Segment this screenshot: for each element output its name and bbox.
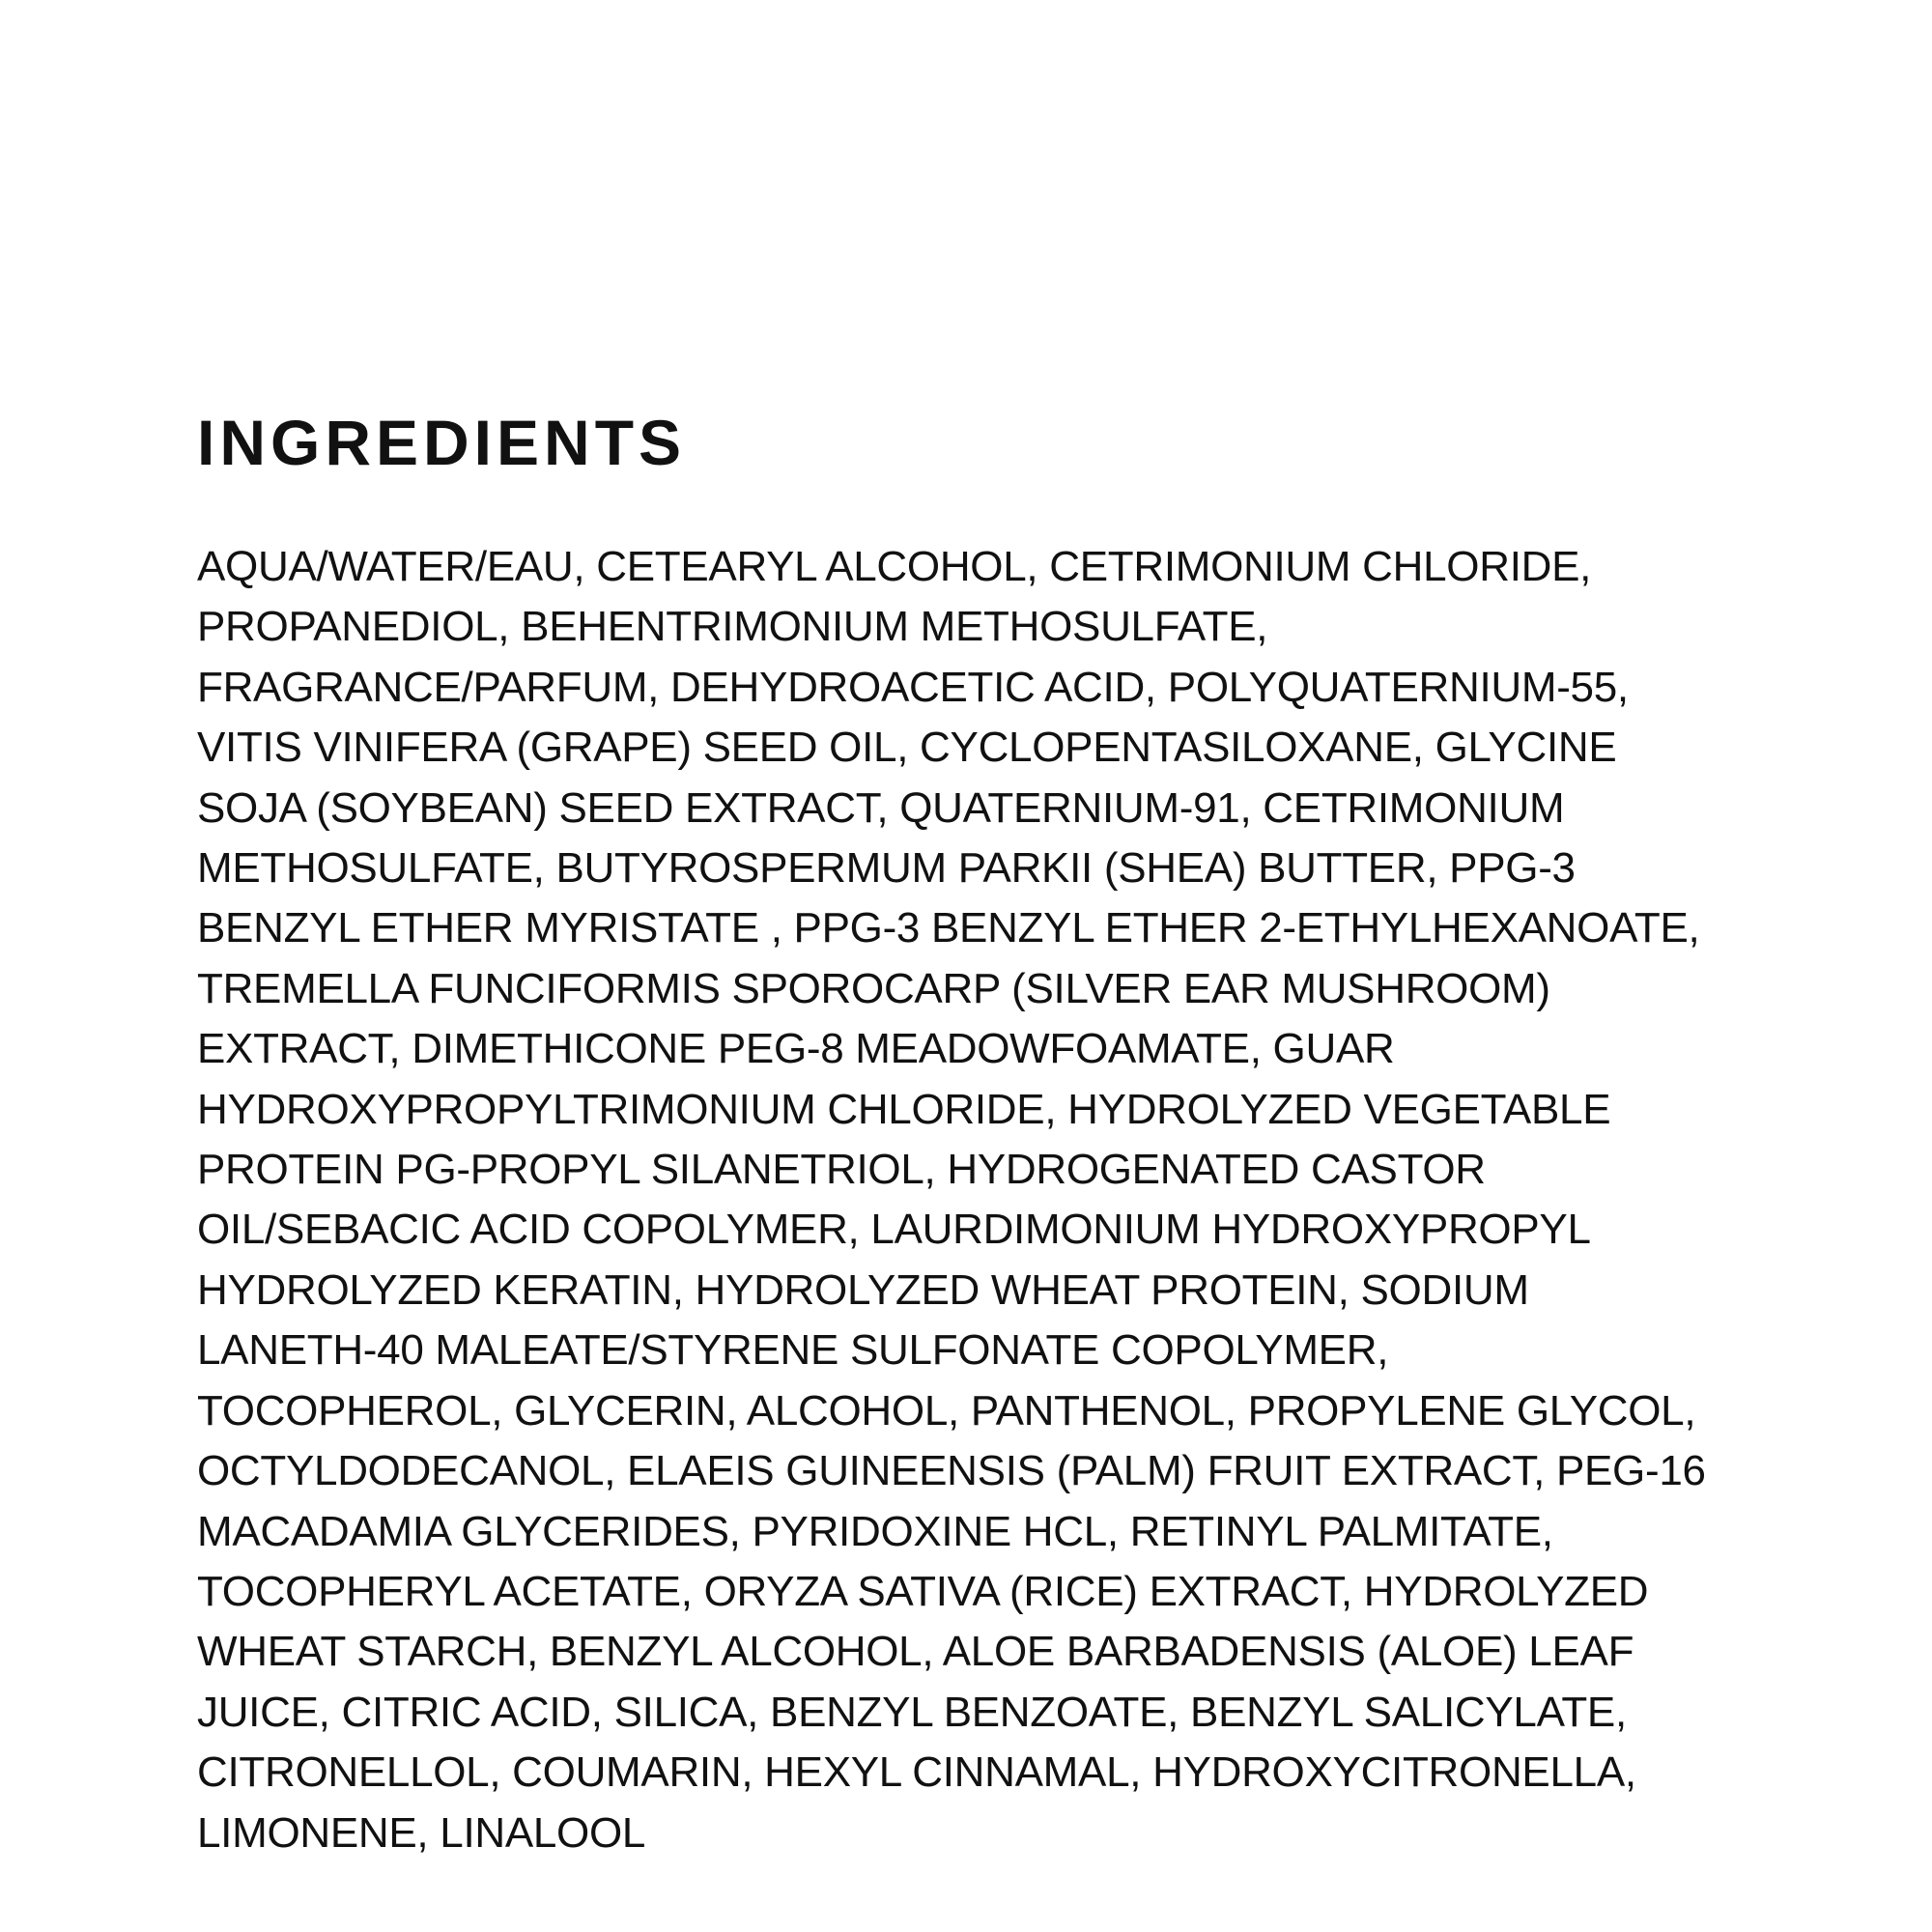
ingredient-line: METHOSULFATE, BUTYROSPERMUM PARKII (SHEA) BUTTER, PPG-3 (197, 844, 1576, 893)
ingredients-heading: INGREDIENTS (197, 407, 687, 478)
ingredient-line: LIMONENE, LINALOOL (197, 1808, 646, 1857)
ingredient-line: MACADAMIA GLYCERIDES, PYRIDOXINE HCL, RETINYL PALMITATE, (197, 1507, 1553, 1555)
ingredient-line: HYDROLYZED KERATIN, HYDROLYZED WHEAT PROTEIN, SODIUM (197, 1265, 1529, 1314)
ingredient-line: EXTRACT, DIMETHICONE PEG-8 MEADOWFOAMATE, GUAR (197, 1025, 1395, 1073)
ingredient-line: FRAGRANCE/PARFUM, DEHYDROACETIC ACID, POLYQUATERNIUM-55, (197, 663, 1629, 711)
ingredients-panel (197, 404, 1781, 1863)
ingredient-line: HYDROXYPROPYLTRIMONIUM CHLORIDE, HYDROLYZED VEGETABLE (197, 1085, 1611, 1133)
ingredient-line: WHEAT STARCH, BENZYL ALCOHOL, ALOE BARBADENSIS (ALOE) LEAF (197, 1628, 1634, 1676)
ingredient-line: LANETH-40 MALEATE/STYRENE SULFONATE COPOLYMER, (197, 1326, 1389, 1375)
ingredient-line: OIL/SEBACIC ACID COPOLYMER, LAURDIMONIUM HYDROXYPROPYL (197, 1206, 1591, 1254)
ingredient-line: TOCOPHEROL, GLYCERIN, ALCOHOL, PANTHENOL, PROPYLENE GLYCOL, (197, 1386, 1696, 1435)
ingredient-line: VITIS VINIFERA (GRAPE) SEED OIL, CYCLOPENTASILOXANE, GLYCINE (197, 724, 1617, 772)
ingredient-line: PROTEIN PG-PROPYL SILANETRIOL, HYDROGENATED CASTOR (197, 1146, 1486, 1194)
ingredient-line: CITRONELLOL, COUMARIN, HEXYL CINNAMAL, HYDROXYCITRONELLA, (197, 1748, 1636, 1797)
ingredient-line: PROPANEDIOL, BEHENTRIMONIUM METHOSULFATE, (197, 603, 1268, 651)
ingredient-line: SOJA (SOYBEAN) SEED EXTRACT, QUATERNIUM-91, CETRIMONIUM (197, 783, 1565, 832)
ingredient-line: BENZYL ETHER MYRISTATE , PPG-3 BENZYL ETHER 2-ETHYLHEXANOATE, (197, 904, 1700, 952)
ingredient-line: TREMELLA FUNCIFORMIS SPOROCARP (SILVER EAR MUSHROOM) (197, 964, 1550, 1012)
ingredients-list (197, 537, 1781, 1863)
ingredient-line: OCTYLDODECANOL, ELAEIS GUINEENSIS (PALM) FRUIT EXTRACT, PEG-16 (197, 1447, 1706, 1495)
ingredient-line: AQUA/WATER/EAU, CETEARYL ALCOHOL, CETRIMONIUM CHLORIDE, (197, 543, 1592, 590)
ingredient-line: JUICE, CITRIC ACID, SILICA, BENZYL BENZOATE, BENZYL SALICYLATE, (197, 1688, 1627, 1736)
ingredient-line: TOCOPHERYL ACETATE, ORYZA SATIVA (RICE) EXTRACT, HYDROLYZED (197, 1567, 1649, 1615)
